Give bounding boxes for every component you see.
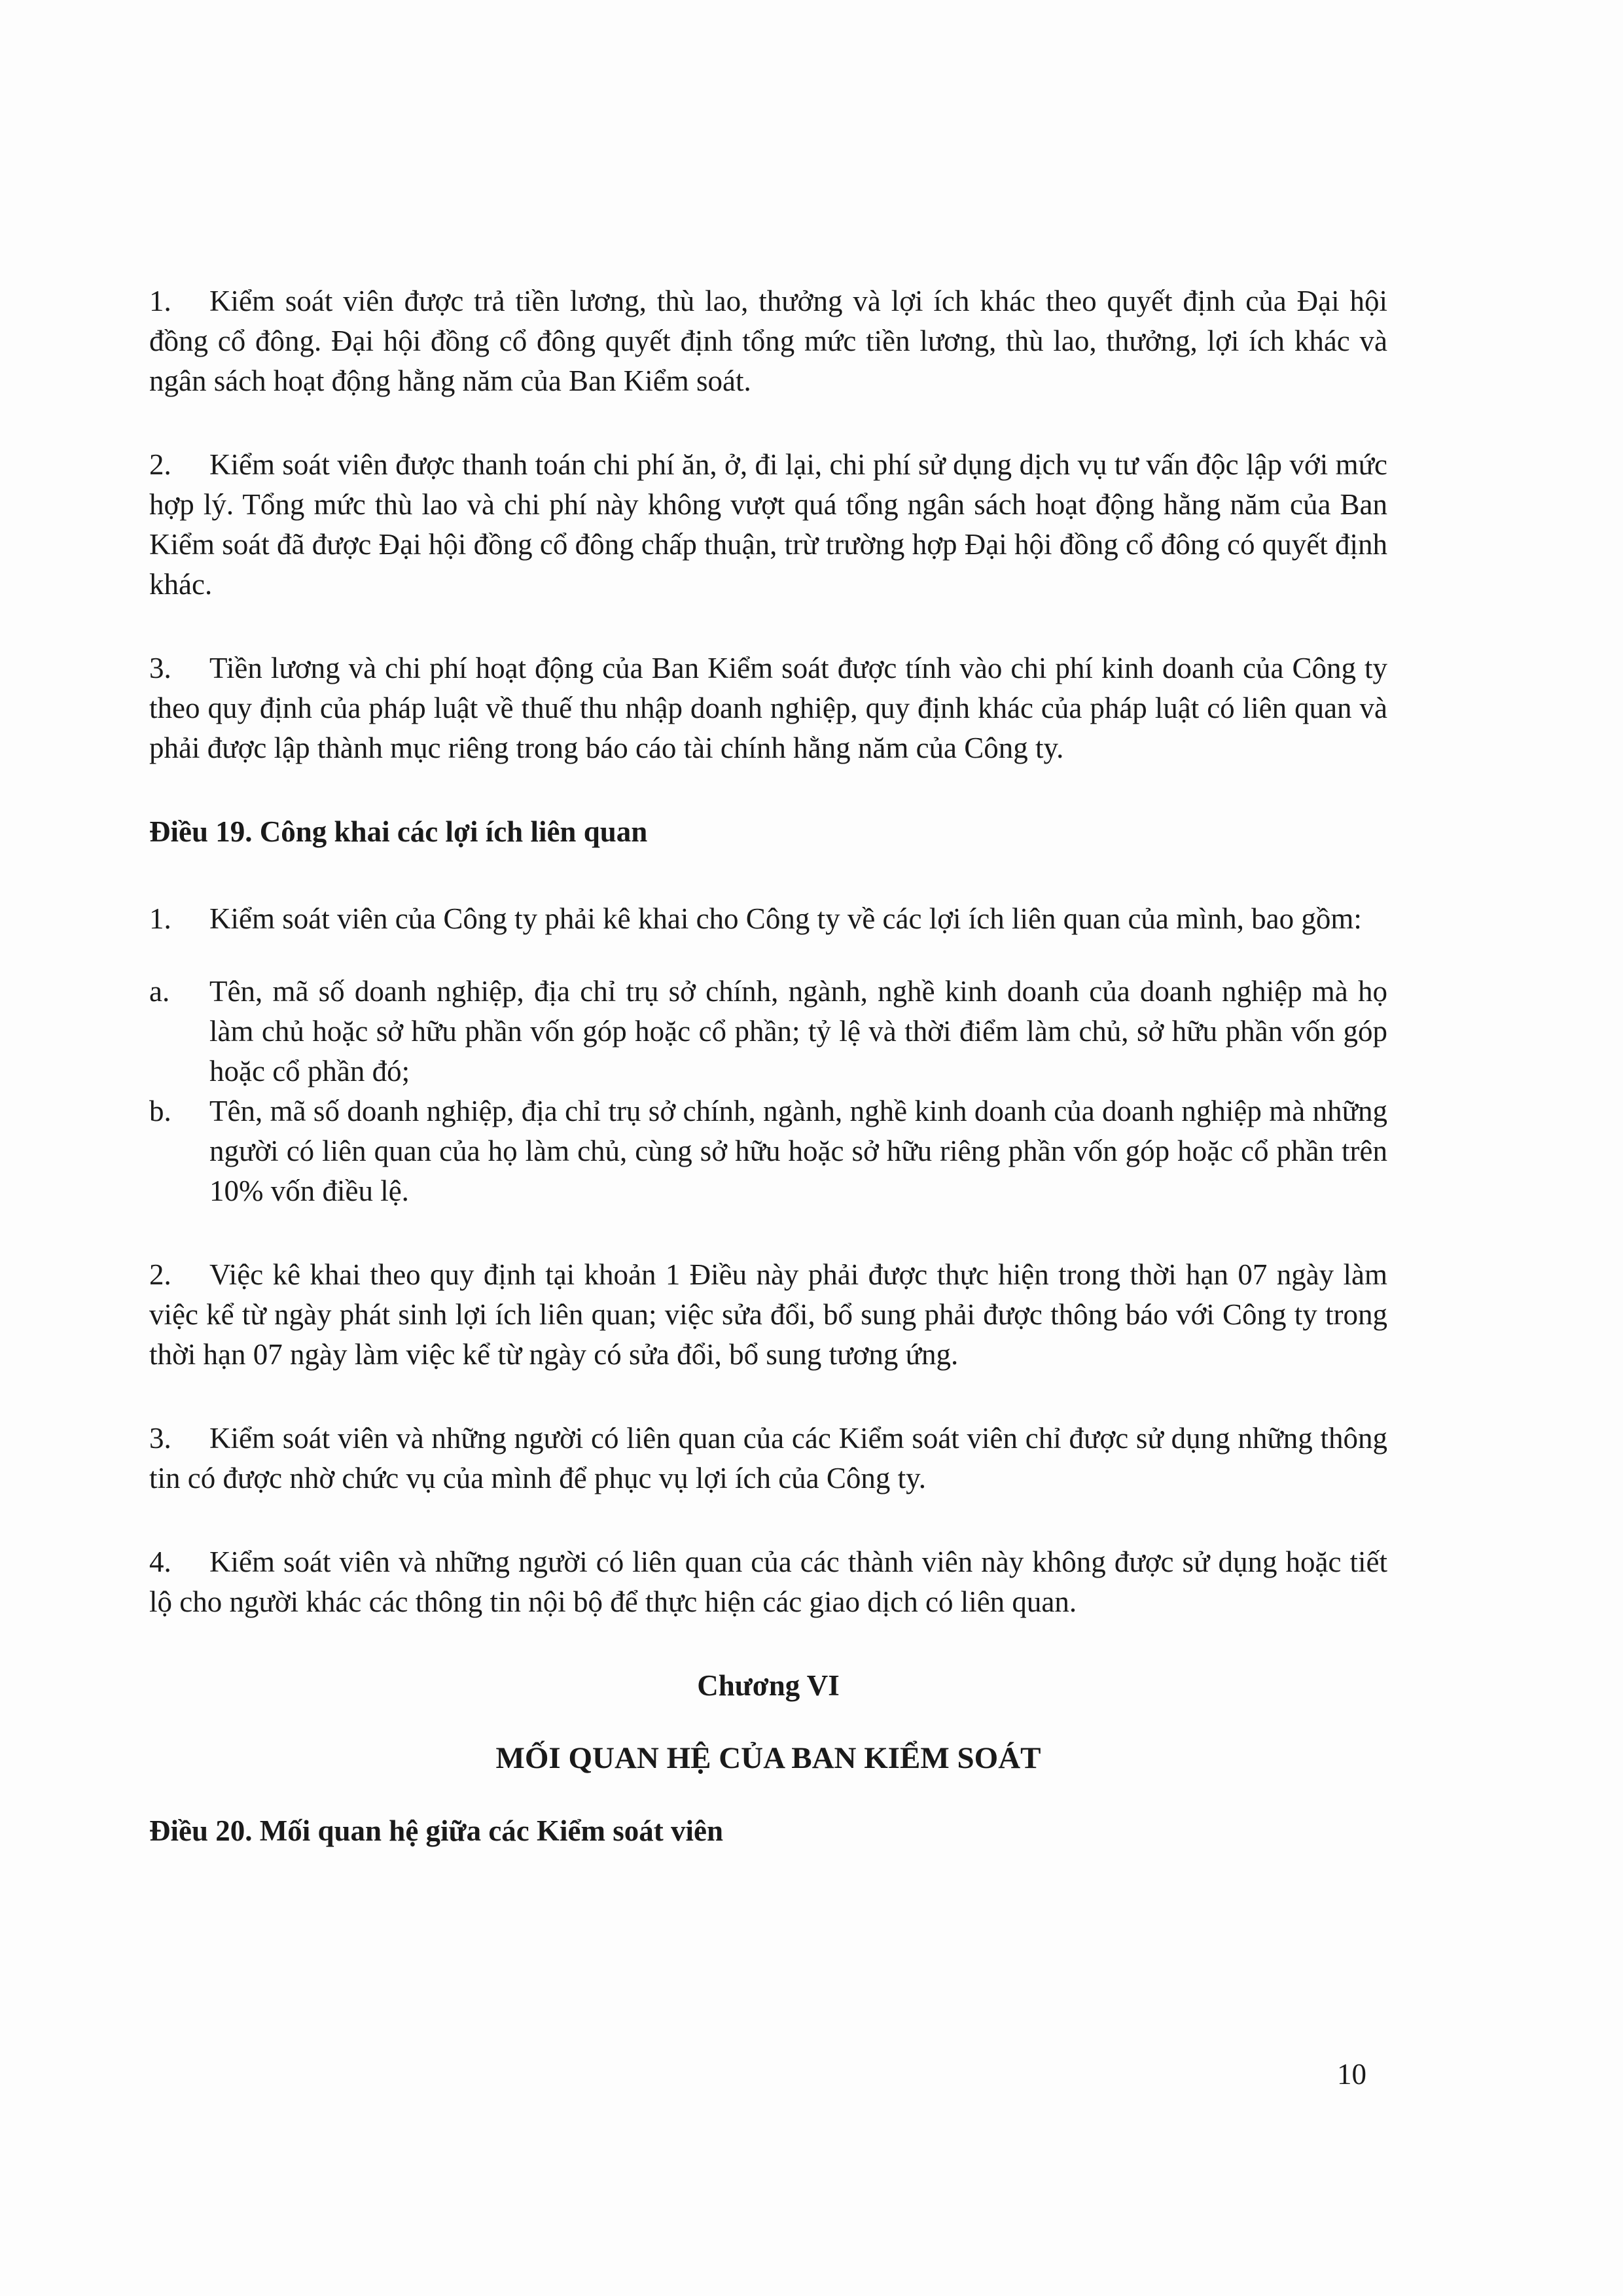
- chapter-label: Chương VI: [697, 1669, 840, 1702]
- paragraph-number: 3.: [149, 1422, 171, 1455]
- article19-paragraph-3: [149, 1419, 1387, 1498]
- article19-paragraph-4: [149, 1542, 1387, 1622]
- paragraph-text: Tiền lương và chi phí hoạt động của Ban Kiểm soát được tính vào chi phí kinh doanh của Công ty theo quy định của pháp luật về thuế thu nhập doanh nghiệp, quy định khác của pháp luật có liên quan và phải được lập thành mục riêng trong báo cáo tài chính hằng năm của Công ty.: [149, 652, 1387, 764]
- article19-item-list: [149, 972, 1387, 1211]
- article18-paragraph-2: [149, 445, 1387, 605]
- paragraph-text: Kiểm soát viên và những người có liên quan của các thành viên này không được sử dụng hoặc tiết lộ cho người khác các thông tin nội bộ để thực hiện các giao dịch có liên quan.: [149, 1545, 1387, 1618]
- paragraph-number: 2.: [149, 448, 171, 481]
- paragraph-text: Kiểm soát viên của Công ty phải kê khai cho Công ty về các lợi ích liên quan của mình, bao gồm:: [209, 902, 1362, 935]
- page-number: 10: [1337, 2058, 1366, 2091]
- paragraph-number: 1.: [149, 285, 171, 317]
- paragraph-text: Việc kê khai theo quy định tại khoản 1 Điều này phải được thực hiện trong thời hạn 07 ngày làm việc kể từ ngày phát sinh lợi ích liên quan; việc sửa đổi, bổ sung phải được thông báo với Công ty trong thời hạn 07 ngày làm việc kể từ ngày có sửa đổi, bổ sung tương ứng.: [149, 1258, 1387, 1371]
- chapter-title: MỐI QUAN HỆ CỦA BAN KIỂM SOÁT: [495, 1741, 1041, 1775]
- article18-paragraph-1: [149, 281, 1387, 401]
- paragraph-number: 2.: [149, 1258, 171, 1291]
- paragraph-text: Kiểm soát viên được trả tiền lương, thù lao, thưởng và lợi ích khác theo quyết định của Đại hội đồng cổ đông. Đại hội đồng cổ đông quyết định tổng mức tiền lương, thù lao, thưởng, lợi ích khác và ngân sách hoạt động hằng năm của Ban Kiểm soát.: [149, 285, 1387, 397]
- paragraph-text: Kiểm soát viên được thanh toán chi phí ăn, ở, đi lại, chi phí sử dụng dịch vụ tư vấn độc lập với mức hợp lý. Tổng mức thù lao và chi phí này không vượt quá tổng ngân sách hoạt động hằng năm của Ban Kiểm soát đã được Đại hội đồng cổ đông chấp thuận, trừ trường hợp Đại hội đồng cổ đông có quyết định khác.: [149, 448, 1387, 601]
- item-text: Tên, mã số doanh nghiệp, địa chỉ trụ sở chính, ngành, nghề kinh doanh của doanh nghiệp mà họ làm chủ hoặc sở hữu phần vốn góp hoặc cổ phần; tỷ lệ và thời điểm làm chủ, sở hữu phần vốn góp hoặc cổ phần đó;: [209, 975, 1387, 1087]
- paragraph-number: 1.: [149, 902, 171, 935]
- article19-heading: Điều 19. Công khai các lợi ích liên quan: [149, 815, 648, 848]
- paragraph-number: 4.: [149, 1545, 171, 1578]
- paragraph-text: Kiểm soát viên và những người có liên quan của các Kiểm soát viên chỉ được sử dụng những thông tin có được nhờ chức vụ của mình để phục vụ lợi ích của Công ty.: [149, 1422, 1387, 1494]
- article18-paragraph-3: [149, 648, 1387, 768]
- item-letter: a.: [149, 975, 170, 1008]
- list-item-b: [149, 1091, 1387, 1211]
- item-text: Tên, mã số doanh nghiệp, địa chỉ trụ sở chính, ngành, nghề kinh doanh của doanh nghiệp mà những người có liên quan của họ làm chủ, cùng sở hữu hoặc sở hữu riêng phần vốn góp hoặc cổ phần trên 10% vốn điều lệ.: [209, 1095, 1387, 1207]
- article19-paragraph-2: [149, 1255, 1387, 1375]
- list-item-a: [149, 972, 1387, 1091]
- item-letter: b.: [149, 1095, 171, 1127]
- article19-paragraph-1: [149, 899, 1387, 939]
- article20-heading: Điều 20. Mối quan hệ giữa các Kiểm soát viên: [149, 1814, 723, 1847]
- paragraph-number: 3.: [149, 652, 171, 684]
